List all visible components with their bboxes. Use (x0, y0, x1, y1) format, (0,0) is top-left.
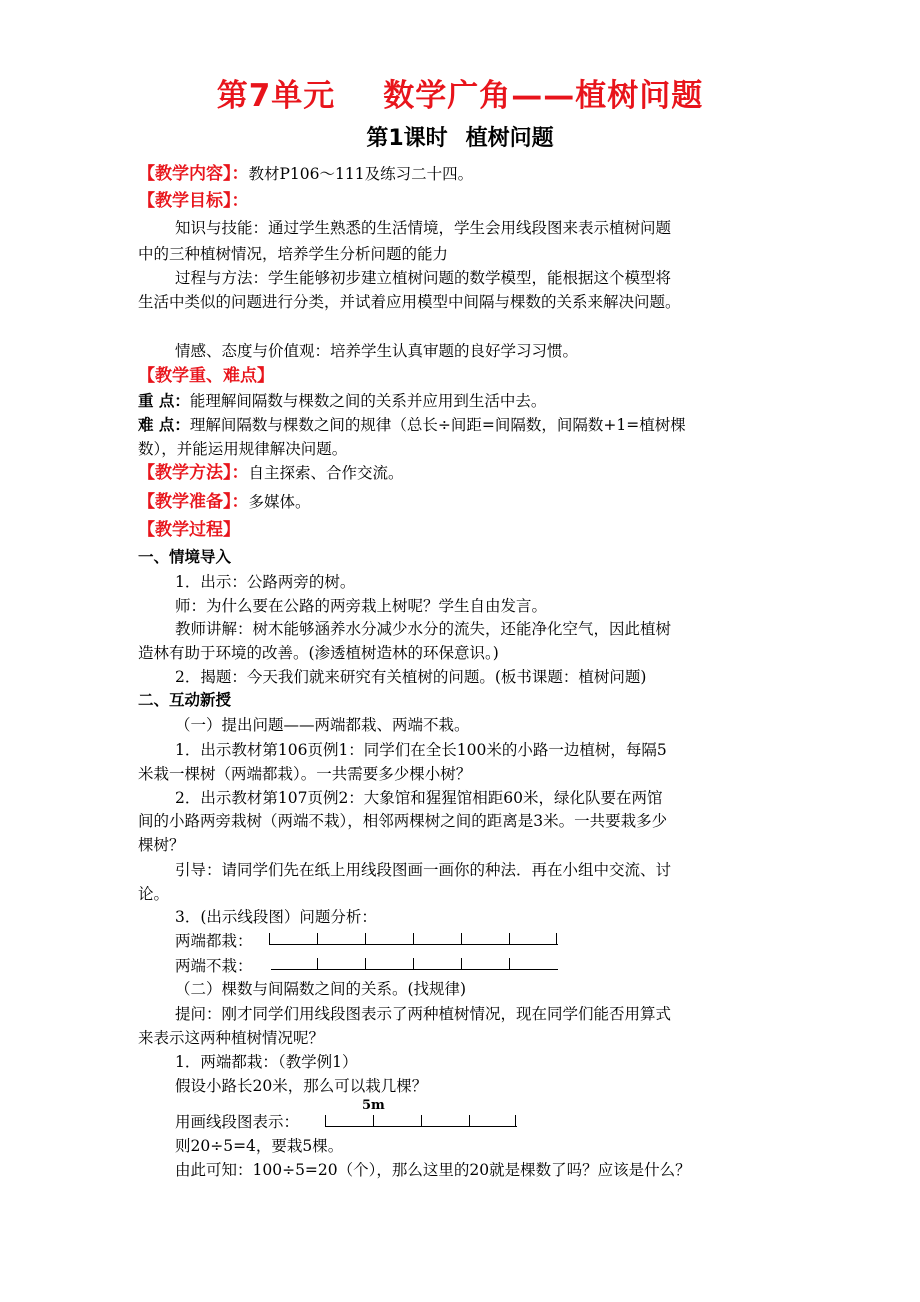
segment-tick (413, 958, 414, 970)
lesson-title (0, 121, 920, 152)
segment-end-tick (556, 933, 557, 945)
paragraph-line: 2．出示教材第107页例2：大象馆和猩猩馆相距60米，绿化队要在两馆 (175, 789, 663, 807)
paragraph-line: 来表示这两种植树情况呢？ (138, 1029, 325, 1047)
segment-tick (461, 958, 462, 970)
difficulty-label: 难 点： (138, 416, 190, 434)
section-label: 【教学重、难点】 (138, 366, 274, 386)
paragraph-line: 米栽一棵树（两端都栽）。一共需要多少棵小树？ (138, 765, 472, 783)
draw-label: 用画线段图表示： (175, 1113, 300, 1131)
lesson-number: 第1课时 (366, 126, 448, 151)
segment-tick (317, 958, 318, 970)
both-ends-label: 两端都栽： (175, 932, 253, 950)
paragraph-line: 中的三种植树情况，培养学生分析问题的能力 (138, 245, 449, 263)
segment-tick (317, 933, 318, 945)
paragraph-line: 3．(出示线段图）问题分析： (175, 908, 377, 926)
paragraph-line: 由此可知：100÷5=20（个），那么这里的20就是棵数了吗？应该是什么？ (175, 1161, 691, 1179)
segment-baseline (271, 969, 558, 970)
paragraph-line: 论。 (138, 885, 170, 903)
content-line (138, 164, 473, 184)
paragraph-line: （二）棵数与间隔数之间的关系。(找规律) (175, 980, 467, 998)
segment-tick (413, 933, 414, 945)
segment-length-label: 5m (362, 1098, 385, 1113)
part1-heading: 一、情境导入 (138, 548, 232, 566)
difficulty-line (138, 415, 686, 435)
no-ends-segment-diagram (271, 958, 558, 970)
topic-label: 数学广角——植树问题 (383, 78, 704, 114)
segment-end-tick (269, 933, 270, 945)
segment-end-tick (515, 1115, 516, 1127)
paragraph-line: （一）提出问题——两端都栽、两端不栽。 (175, 716, 470, 734)
part2-heading: 二、互动新授 (138, 691, 232, 709)
paragraph-line: 造林有助于环境的改善。(渗透植树造林的环保意识。) (138, 644, 499, 662)
paragraph-line: 知识与技能：通过学生熟悉的生活情境，学生会用线段图来表示植树问题 (175, 219, 672, 237)
paragraph-line: 提问：刚才同学们用线段图表示了两种植树情况，现在同学们能否用算式 (175, 1005, 672, 1023)
paragraph-line: 引导：请同学们先在纸上用线段图画一画你的种法．再在小组中交流、讨 (175, 861, 672, 879)
segment-tick (365, 933, 366, 945)
method-text: 自主探索、合作交流。 (248, 464, 404, 482)
paragraph-line: 2．揭题：今天我们就来研究有关植树的问题。(板书课题：植树问题) (175, 668, 647, 686)
prep-text: 多媒体。 (248, 493, 311, 511)
paragraph-line: 间的小路两旁栽树（两端不栽），相邻两棵树之间的距离是3米。一共要栽多少 (138, 812, 668, 830)
segment-tick (365, 958, 366, 970)
paragraph-line: 过程与方法：学生能够初步建立植树问题的数学模型，能根据这个模型将 (175, 269, 672, 287)
paragraph-line: 数），并能运用规律解决问题。 (138, 440, 348, 458)
section-label: 【教学方法】： (138, 463, 249, 483)
unit-label: 第7单元 (216, 78, 336, 114)
paragraph-line: 生活中类似的问题进行分类，并试着应用模型中间隔与棵数的关系来解决问题。 (138, 293, 681, 311)
segment-tick (421, 1115, 422, 1127)
paragraph-line: 情感、态度与价值观：培养学生认真审题的良好学习习惯。 (175, 342, 579, 360)
goals-heading (138, 191, 249, 211)
page-title (0, 70, 920, 115)
section-label: 【教学内容】： (138, 164, 249, 184)
lesson-name: 植树问题 (465, 126, 554, 151)
process-heading (138, 520, 240, 540)
keypoints-heading (138, 366, 274, 386)
both-ends-segment-diagram (269, 933, 558, 945)
paragraph-line: 则20÷5=4，要栽5棵。 (175, 1137, 344, 1155)
difficulty-text: 理解间隔数与棵数之间的规律（总长÷间距=间隔数，间隔数+1=植树棵 (189, 416, 686, 434)
section-label: 【教学过程】 (138, 520, 240, 540)
section-label: 【教学准备】： (138, 492, 249, 512)
key-label: 重 点： (138, 392, 190, 410)
segment-tick (373, 1115, 374, 1127)
segment-tick (509, 958, 510, 970)
no-ends-label: 两端不栽： (175, 957, 253, 975)
paragraph-line: 教师讲解：树木能够涵养水分减少水分的流失，还能净化空气，因此植树 (175, 620, 672, 638)
content-text: 教材P106～111及练习二十四。 (248, 165, 474, 183)
paragraph-line: 假设小路长20米，那么可以栽几棵？ (175, 1077, 428, 1095)
paragraph-line: 1．两端都栽：（教学例1） (175, 1053, 358, 1071)
example-segment-diagram (325, 1115, 517, 1127)
method-line (138, 463, 404, 483)
paragraph-line: 棵树？ (138, 836, 185, 854)
section-label: 【教学目标】： (138, 191, 249, 211)
prep-line (138, 492, 311, 512)
paragraph-line: 师：为什么要在公路的两旁栽上树呢？学生自由发言。 (175, 597, 548, 615)
segment-end-tick (325, 1115, 326, 1127)
segment-tick (469, 1115, 470, 1127)
key-text: 能理解间隔数与棵数之间的关系并应用到生活中去。 (189, 392, 547, 410)
segment-tick (509, 933, 510, 945)
segment-tick (461, 933, 462, 945)
paragraph-line: 1．出示教材第106页例1：同学们在全长100米的小路一边植树，每隔5 (175, 741, 667, 759)
paragraph-line: 1．出示：公路两旁的树。 (175, 573, 356, 591)
key-point-line (138, 391, 546, 411)
